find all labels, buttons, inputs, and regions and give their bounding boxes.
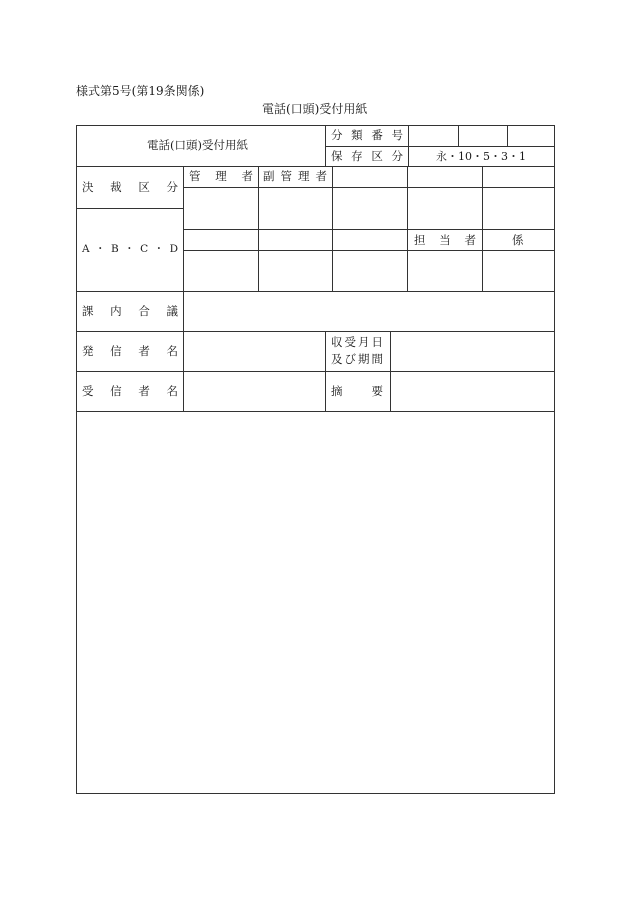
message-body-area[interactable] [77,412,554,793]
decision-grades[interactable]: A ・ B ・ C ・ D [82,243,178,255]
summary-label: 摘 要 [331,384,383,398]
section-label: 係 [512,233,524,247]
receiver-label: 受 信 者 名 [82,384,178,398]
approval-stamp-field-4[interactable] [408,188,481,228]
retention-label: 保 存 区 分 [331,149,403,163]
person-in-charge-label: 担 当 者 [414,233,476,247]
receiver-name-field[interactable] [184,372,324,410]
received-date-label-line-1: 収 受 月 日 [331,335,383,349]
received-date-field[interactable] [391,332,554,370]
approval-stamp-field-5[interactable] [483,188,554,228]
form-number: 様式第5号(第19条関係) [76,84,205,98]
manager-label: 管 理 者 [189,169,253,183]
caller-name-field[interactable] [184,332,324,370]
received-date-label-line-2: 及 び 期 間 [331,352,383,366]
classification-number-label: 分 類 番 号 [331,128,403,142]
manager-stamp-field[interactable] [184,188,257,228]
deputy-manager-label: 副 管 理 者 [263,169,327,183]
caller-label: 発 信 者 名 [82,344,178,358]
decision-label: 決 裁 区 分 [82,180,178,194]
classification-number-field-1[interactable] [409,126,457,145]
retention-value[interactable]: 永・10・5・3・1 [436,150,526,163]
header-box-title: 電話(口頭)受付用紙 [147,138,248,152]
deputy-manager-stamp-field[interactable] [259,188,331,228]
form-title: 電話(口頭)受付用紙 [262,102,368,116]
classification-number-field-3[interactable] [508,126,554,145]
internal-consultation-field[interactable] [184,292,554,330]
classification-number-field-2[interactable] [459,126,506,145]
internal-consultation-label: 課 内 合 議 [82,304,178,318]
approval-stamp-field-3[interactable] [333,188,406,228]
summary-field[interactable] [391,372,554,410]
